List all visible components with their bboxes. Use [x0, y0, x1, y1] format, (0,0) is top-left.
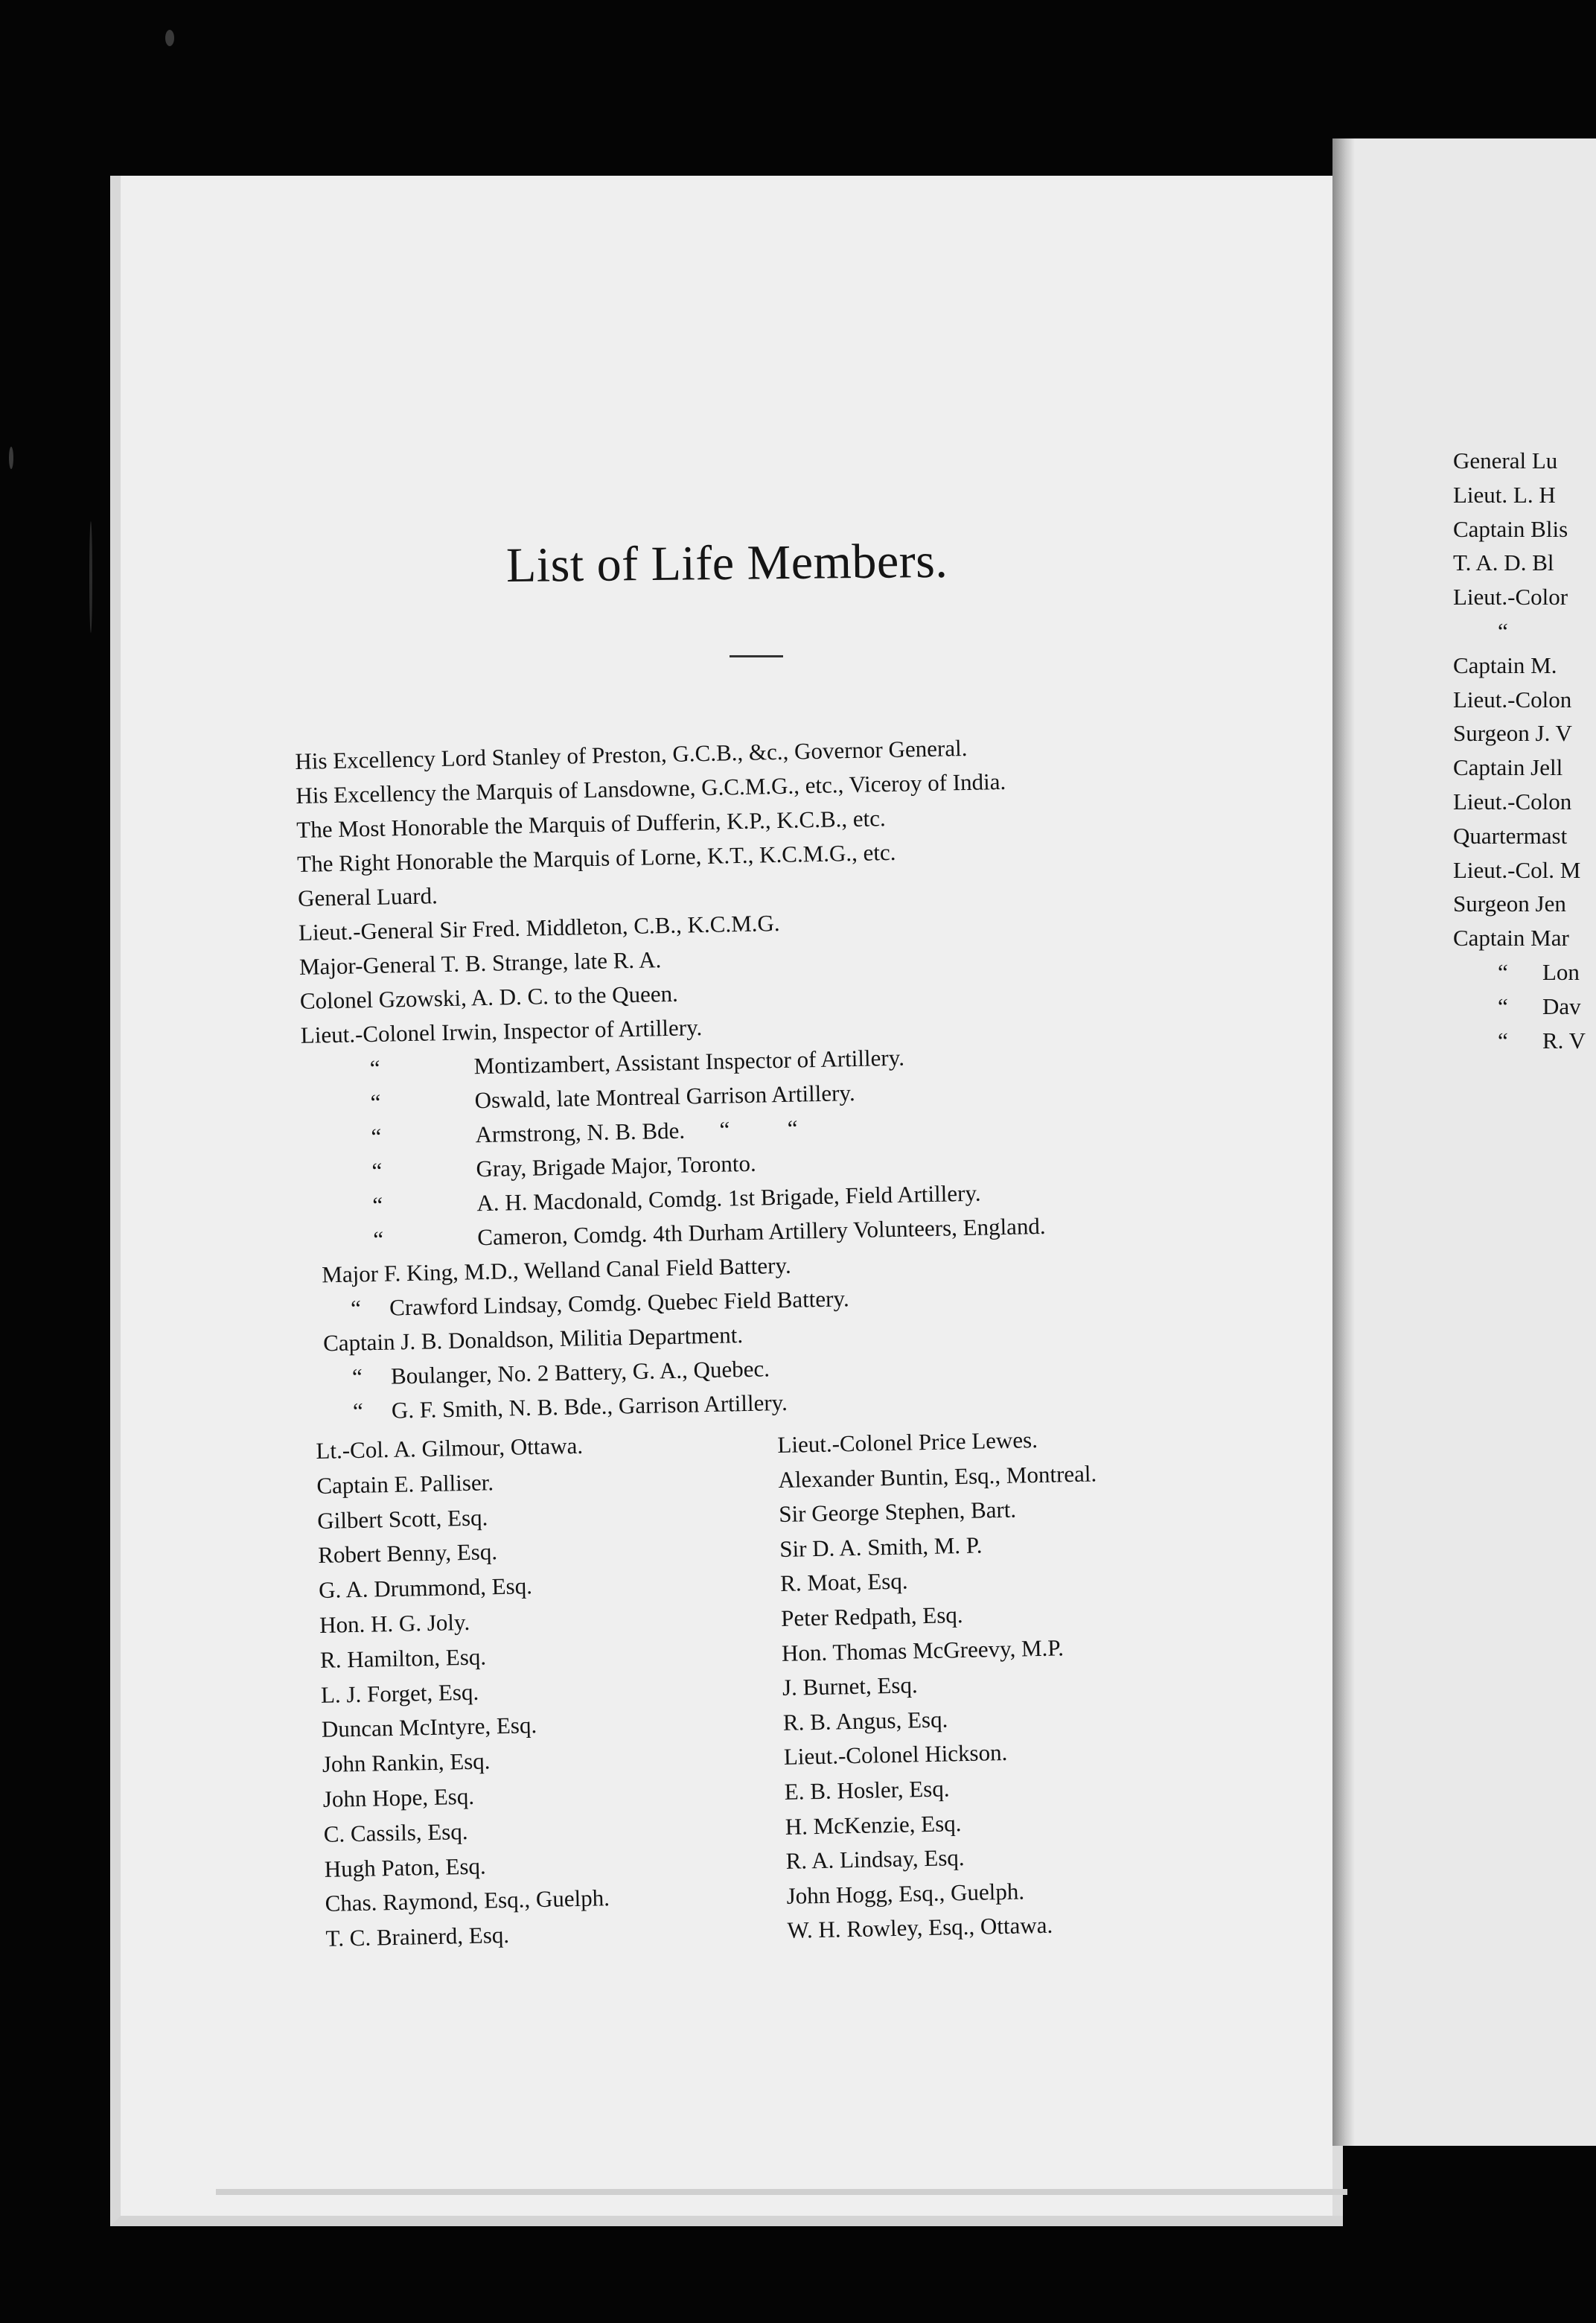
entry-text: Captain Mar — [1453, 925, 1569, 952]
entry-text: Major F. King, M.D., Welland Canal Field Battery. — [321, 1252, 791, 1288]
list-item — [1453, 1024, 1586, 1058]
list-item: General Luard. — [297, 882, 438, 911]
list-item: Lieut.-Colonel Irwin, Inspector of Artillery. — [300, 1014, 703, 1048]
page-title: List of Life Members. — [505, 533, 948, 593]
ditto-mark: “ — [352, 1398, 364, 1424]
list-item: R. A. Lindsay, Esq. — [785, 1844, 965, 1875]
list-item: His Excellency the Marquis of Lansdowne, G.C.M.G., etc., Viceroy of India. — [296, 768, 1006, 809]
list-item: R. B. Angus, Esq. — [782, 1706, 948, 1736]
entry-text: Captain Blis — [1453, 515, 1568, 542]
entry-text: General Lu — [1453, 447, 1558, 474]
scan-speck — [89, 521, 92, 633]
entry-text: Boulanger, No. 2 Battery, G. A., Quebec. — [390, 1355, 770, 1389]
list-item — [1453, 478, 1586, 512]
list-item — [1453, 683, 1586, 717]
list-item: T. C. Brainerd, Esq. — [325, 1922, 510, 1952]
list-item: R. Moat, Esq. — [779, 1567, 908, 1597]
list-item: W. H. Rowley, Esq., Ottawa. — [787, 1912, 1053, 1944]
list-item: Lieut.-Colonel Price Lewes. — [777, 1426, 1038, 1458]
ditto-mark: “ — [351, 1363, 363, 1390]
list-item: J. Burnet, Esq. — [782, 1672, 918, 1701]
entry-text: A. H. Macdonald, Comdg. 1st Brigade, Field Artillery. — [476, 1179, 981, 1217]
entry-text: Montizambert, Assistant Inspector of Artillery. — [473, 1044, 905, 1080]
list-item: Lieut.-Colonel Hickson. — [783, 1739, 1008, 1771]
entry-text: Lieut.-Colon — [1453, 686, 1572, 713]
list-item: Hon. H. G. Joly. — [319, 1608, 470, 1638]
list-item: Duncan McIntyre, Esq. — [321, 1712, 537, 1743]
list-item — [1453, 546, 1586, 580]
list-item: Captain E. Palliser. — [316, 1469, 494, 1499]
list-item — [1453, 512, 1586, 547]
list-item — [1453, 853, 1586, 888]
list-item: Major-General T. B. Strange, late R. A. — [299, 946, 662, 980]
list-item: C. Cassils, Esq. — [323, 1817, 468, 1847]
entry-text: G. F. Smith, N. B. Bde., Garrison Artillery. — [391, 1389, 788, 1424]
ditto-mark: “ — [373, 1226, 384, 1253]
entry-text: T. A. D. Bl — [1453, 549, 1554, 576]
list-item: The Right Honorable the Marquis of Lorne, K.T., K.C.M.G., etc. — [296, 838, 896, 877]
book-gutter — [1332, 138, 1355, 2146]
scan-speck — [165, 30, 174, 46]
ditto-mark: “ — [1498, 1027, 1508, 1054]
entry-text: R. V — [1542, 1027, 1586, 1054]
list-item: Chas. Raymond, Esq., Guelph. — [325, 1884, 610, 1917]
list-item: Hugh Paton, Esq. — [324, 1852, 487, 1882]
list-item — [1453, 990, 1586, 1024]
entry-text: Crawford Lindsay, Comdg. Quebec Field Battery. — [389, 1285, 850, 1321]
ditto-mark: “ — [1498, 958, 1508, 985]
entry-text: Lieut.-Color — [1453, 584, 1568, 611]
list-item — [1453, 785, 1586, 819]
ditto-mark: “ — [350, 1295, 362, 1322]
list-item: E. B. Hosler, Esq. — [784, 1775, 950, 1805]
members-right-column — [777, 1419, 1249, 1948]
list-item: His Excellency Lord Stanley of Preston, G.C.B., &c., Governor General. — [295, 734, 968, 774]
list-item — [1453, 921, 1586, 955]
entry-text: Lieut.-Colon — [1453, 788, 1572, 815]
list-item: Alexander Buntin, Esq., Montreal. — [778, 1459, 1097, 1493]
ditto-mark: “ — [371, 1157, 383, 1185]
scan-speck — [9, 447, 13, 469]
title-rule — [730, 655, 783, 657]
list-item: Gilbert Scott, Esq. — [316, 1503, 488, 1534]
ditto-mark: “ — [1498, 617, 1508, 644]
list-item — [1453, 819, 1586, 853]
list-item: Colonel Gzowski, A. D. C. to the Queen. — [299, 980, 679, 1014]
ditto-mark: “ — [370, 1089, 381, 1116]
page-edge — [216, 2189, 1347, 2195]
right-page — [1337, 138, 1596, 2146]
ditto-mark: “ — [1498, 992, 1508, 1019]
list-item — [1453, 751, 1586, 785]
list-item — [1453, 614, 1586, 649]
entry-text: Captain M. — [1453, 651, 1557, 678]
list-item: Hon. Thomas McGreevy, M.P. — [781, 1634, 1064, 1666]
ditto-mark: “ — [372, 1191, 383, 1219]
ditto-mark: “ — [369, 1054, 380, 1082]
entry-text: Oswald, late Montreal Garrison Artillery. — [474, 1079, 855, 1114]
list-item: R. Hamilton, Esq. — [319, 1643, 487, 1673]
list-item: Sir D. A. Smith, M. P. — [779, 1532, 983, 1562]
list-item — [1453, 887, 1586, 921]
entry-text: Lon — [1542, 958, 1580, 985]
entry-text: Lieut. L. H — [1453, 481, 1556, 508]
entry-text: Dav — [1542, 992, 1581, 1019]
list-item: Peter Redpath, Esq. — [780, 1602, 963, 1631]
members-left-column — [316, 1426, 743, 1957]
next-page-list — [1453, 444, 1586, 1057]
list-item — [1453, 444, 1586, 478]
list-item: John Hogg, Esq., Guelph. — [786, 1878, 1025, 1909]
entry-text: Armstrong, N. B. Bde. “ “ — [475, 1115, 798, 1148]
entry-text: Captain J. B. Donaldson, Militia Department. — [322, 1322, 744, 1357]
entry-text: Captain Jell — [1453, 754, 1563, 781]
ditto-mark: “ — [371, 1123, 382, 1150]
entry-text: Quartermast — [1453, 822, 1568, 849]
entry-text: Lieut.-Col. M — [1453, 856, 1581, 883]
list-item — [1453, 649, 1586, 683]
entry-text: Surgeon Jen — [1453, 890, 1566, 917]
list-item: Lt.-Col. A. Gilmour, Ottawa. — [316, 1432, 584, 1464]
entry-text: Cameron, Comdg. 4th Durham Artillery Volunteers, England. — [476, 1212, 1046, 1251]
list-item: John Hope, Esq. — [322, 1782, 475, 1812]
list-item: G. A. Drummond, Esq. — [318, 1572, 533, 1604]
list-item: H. McKenzie, Esq. — [785, 1809, 962, 1840]
list-item — [1453, 716, 1586, 751]
list-item: L. J. Forget, Esq. — [320, 1678, 479, 1708]
list-item: Lieut.-General Sir Fred. Middleton, C.B., K.C.M.G. — [298, 909, 780, 946]
list-item — [1453, 955, 1586, 990]
members-list — [295, 725, 1276, 1430]
list-item — [1453, 580, 1586, 614]
list-item: The Most Honorable the Marquis of Dufferin, K.P., K.C.B., etc. — [296, 805, 887, 843]
list-item: John Rankin, Esq. — [322, 1747, 491, 1778]
entry-text: Gray, Brigade Major, Toronto. — [476, 1150, 757, 1182]
entry-text: Surgeon J. V — [1453, 720, 1572, 747]
list-item: Sir George Stephen, Bart. — [778, 1496, 1017, 1528]
list-item: Robert Benny, Esq. — [317, 1538, 498, 1569]
